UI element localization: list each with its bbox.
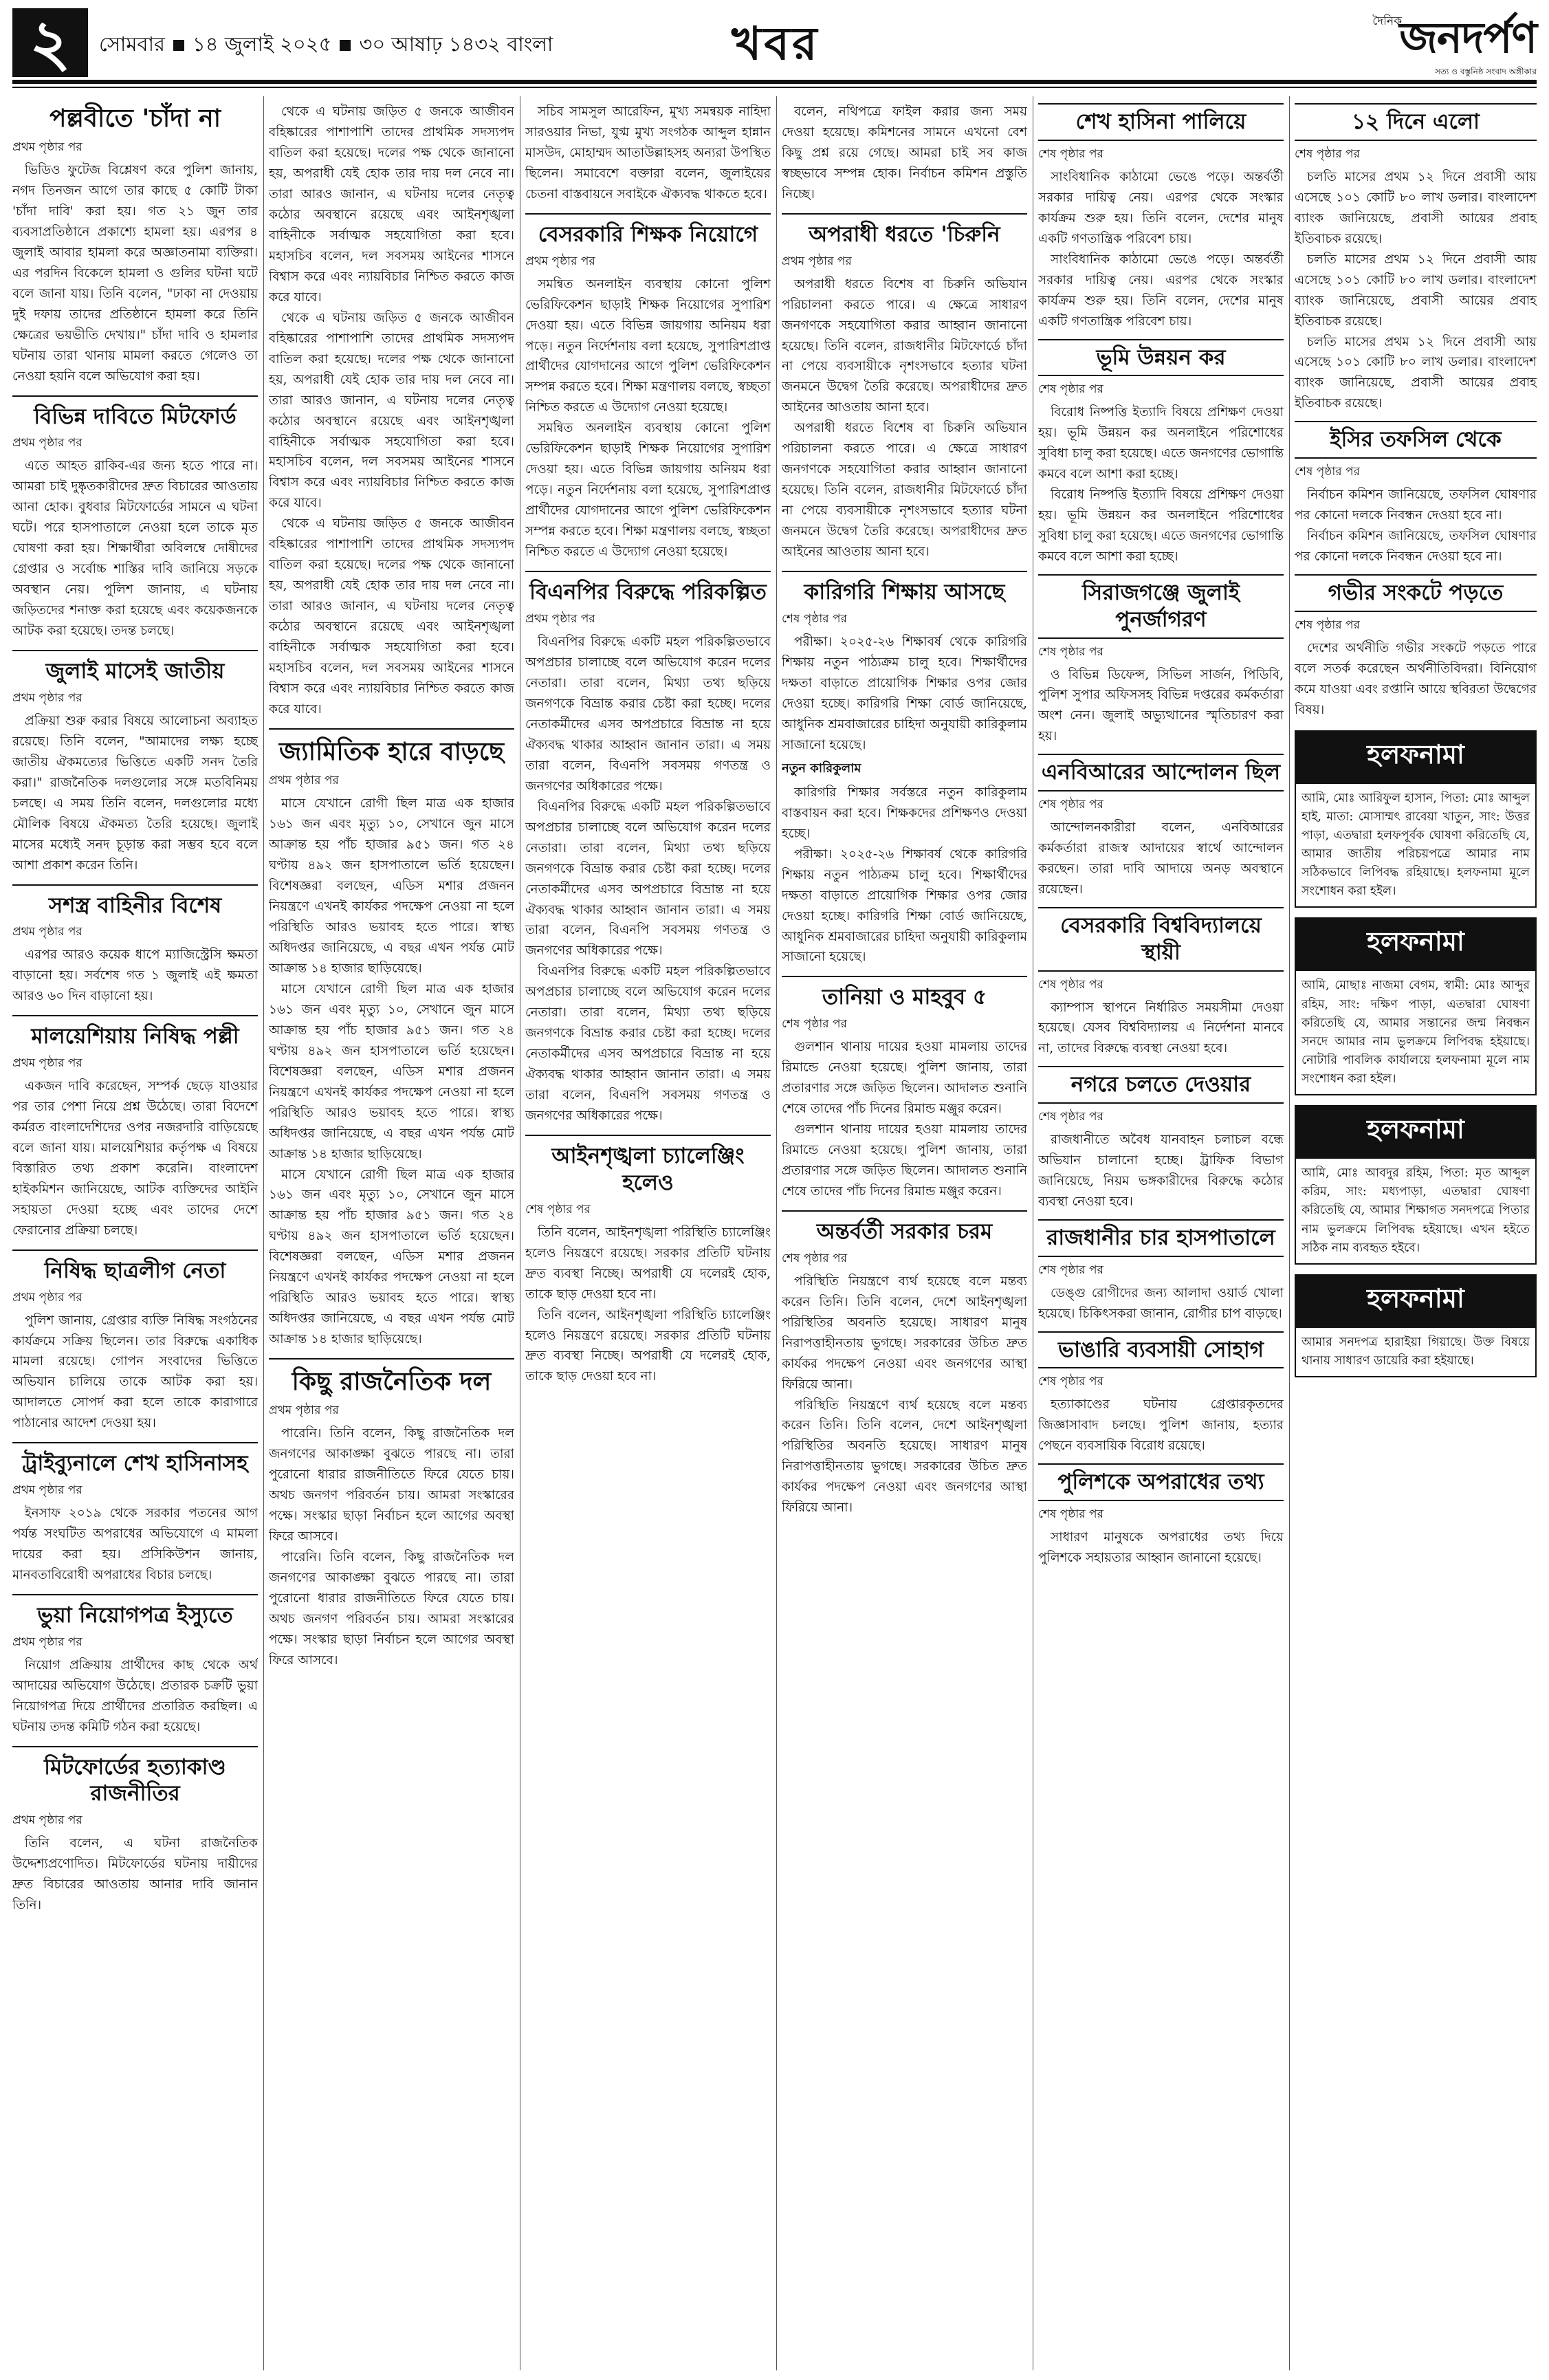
page-number: ২ xyxy=(12,8,88,77)
article-body: পুলিশ জানায়, গ্রেপ্তার ব্যক্তি নিষিদ্ধ সংগঠনের কার্যক্রমে সক্রিয় ছিলেন। তার বিরুদ্ধে একাধিক মামলা রয়েছে। গোপন সংবাদের ভিত্তিতে অভিযান চালিয়ে তাকে আটক করা হয়। আদালতে সোপর্দ করা হলে তাকে কারাগারে পাঠানোর আদেশ দেওয়া হয়। xyxy=(12,1313,258,1431)
affidavit-text: আমার সনদপত্র হারাইয়া গিয়াছে। উক্ত বিষয়ে থানায় সাধারণ ডায়েরি করা হইয়াছে। xyxy=(1301,1335,1530,1368)
article-headline[interactable]: এনবিআরের আন্দোলন ছিল xyxy=(1038,754,1284,791)
article-body: কারিগরি শিক্ষার সর্বস্তরে নতুন কারিকুলাম বাস্তবায়ন করা হবে। শিক্ষকদের প্রশিক্ষণও দেওয়া হচ্ছে। xyxy=(782,785,1027,841)
square-bullet-icon xyxy=(340,40,351,51)
article-headline[interactable]: গভীর সংকটে পড়তে xyxy=(1295,574,1537,612)
article-body: আন্দোলনকারীরা বলেন, এনবিআরের কর্মকর্তারা রাজস্ব আদায়ের স্বার্থে আন্দোলন করছেন। তারা দাবি আদায়ে অনড় অবস্থানে রয়েছেন। xyxy=(1038,820,1284,897)
continued-label: শেষ পৃষ্ঠার পর xyxy=(1038,1110,1103,1124)
brand-tagline: সত্য ও বস্তুনিষ্ঠ সংবাদ অঙ্গীকার xyxy=(1434,67,1537,76)
masthead-rule-thin xyxy=(12,87,1537,88)
article-body: হত্যাকাণ্ডের ঘটনায় গ্রেপ্তারকৃতদের জিজ্ঞাসাবাদ চলছে। পুলিশ জানায়, হত্যার পেছনে ব্যবসায়িক বিরোধ রয়েছে। xyxy=(1038,1397,1284,1454)
article-body: চলতি মাসের প্রথম ১২ দিনে প্রবাসী আয় এসেছে ১০১ কোটি ৮০ লাখ ডলার। বাংলাদেশ ব্যাংক জানিয়েছে, প্রবাসী আয়ের প্রবাহ ইতিবাচক রয়েছে। xyxy=(1295,334,1537,411)
article-body: বিরোধ নিষ্পত্তি ইত্যাদি বিষয়ে প্রশিক্ষণ দেওয়া হয়। ভূমি উন্নয়ন কর অনলাইনে পরিশোধের সুবিধা চালু করা হয়েছে। এতে জনগণের ভোগান্তি কমবে বলে আশা করা হচ্ছে। xyxy=(1038,488,1284,565)
article-headline[interactable]: মিটফোর্ডের হত্যাকাণ্ড রাজনীতির xyxy=(44,1754,226,1806)
continued-label: প্রথম পৃষ্ঠার পর xyxy=(525,254,595,268)
brand-prefix: দৈনিক xyxy=(1372,14,1402,28)
article-headline[interactable]: অন্তর্বর্তী সরকার চরম xyxy=(816,1219,993,1244)
article-body: পরীক্ষা। ২০২৫-২৬ শিক্ষাবর্ষ থেকে কারিগরি শিক্ষায় নতুন পাঠ্যক্রম চালু হবে। শিক্ষার্থীদের দক্ষতা বাড়াতে প্রায়োগিক শিক্ষার ওপর জোর দেওয়া হচ্ছে। কারিগরি শিক্ষা বোর্ড জানিয়েছে, আধুনিক শ্রমবাজারের চাহিদা অনুযায়ী কারিকুলাম সাজানো হয়েছে। xyxy=(782,847,1027,965)
article-headline[interactable]: ট্রাইব্যুনালে শেখ হাসিনাসহ xyxy=(22,1451,248,1476)
article-headline[interactable]: বেসরকারি বিশ্ববিদ্যালয়ে স্থায়ী xyxy=(1038,907,1284,972)
article-body: সাংবিধানিক কাঠামো ভেঙে পড়ে। অন্তর্বর্তী সরকার দায়িত্ব নেয়। এরপর থেকে সংস্কার কার্যক্রম শুরু হয়। তিনি বলেন, দেশের মানুষ একটি গণতান্ত্রিক পরিবেশ চায়। xyxy=(1038,252,1284,329)
newspaper-page xyxy=(12,8,1537,2370)
article-headline[interactable]: অপরাধী ধরতে 'চিরুনি xyxy=(809,221,1000,247)
article-body: থেকে এ ঘটনায় জড়িত ৫ জনকে আজীবন বহিষ্কারের পাশাপাশি তাদের প্রাথমিক সদস্যপদ বাতিল করা হয়েছে। দলের পক্ষ থেকে জানানো হয়, অপরাধী যেই হোক তার দায় দল নেবে না। তারা আরও জানান, এ ঘটনায় দলের নেতৃত্ব কঠোর অবস্থানে রয়েছে এবং আইনশৃঙ্খলা বাহিনীকে সর্বাত্মক সহযোগিতা করা হবে। মহাসচিব বলেন, দল সবসময় আইনের শাসনে বিশ্বাস করে এবং ন্যায়বিচার নিশ্চিত করতে কাজ করে যাবে। xyxy=(269,310,514,511)
column-2 xyxy=(269,96,514,2370)
continued-label: প্রথম পৃষ্ঠার পর xyxy=(12,436,83,450)
continued-label: প্রথম পৃষ্ঠার পর xyxy=(269,1404,339,1418)
continued-label: শেষ পৃষ্ঠার পর xyxy=(1038,1375,1103,1389)
article-body: বিএনপির বিরুদ্ধে একটি মহল পরিকল্পিতভাবে অপপ্রচার চালাচ্ছে বলে অভিযোগ করেন দলের নেতারা। তারা বলেন, মিথ্যা তথ্য ছড়িয়ে জনগণকে বিভ্রান্ত করার চেষ্টা করা হচ্ছে। দলের নেতাকর্মীদের এসব অপপ্রচারে বিভ্রান্ত না হয়ে ঐক্যবদ্ধ থাকার আহ্বান জানান তারা। এ সময় তারা বলেন, বিএনপি সবসময় গণতন্ত্র ও জনগণের অধিকারের পক্ষে। xyxy=(525,964,771,1124)
continued-label: প্রথম পৃষ্ঠার পর xyxy=(12,140,83,154)
article-body: বিএনপির বিরুদ্ধে একটি মহল পরিকল্পিতভাবে অপপ্রচার চালাচ্ছে বলে অভিযোগ করেন দলের নেতারা। তারা বলেন, মিথ্যা তথ্য ছড়িয়ে জনগণকে বিভ্রান্ত করার চেষ্টা করা হচ্ছে। দলের নেতাকর্মীদের এসব অপপ্রচারে বিভ্রান্ত না হয়ে ঐক্যবদ্ধ থাকার আহ্বান জানান তারা। এ সময় তারা বলেন, বিএনপি সবসময় গণতন্ত্র ও জনগণের অধিকারের পক্ষে। xyxy=(525,634,771,794)
article-divider xyxy=(12,650,258,651)
affidavit-notice[interactable] xyxy=(1295,730,1537,908)
weekday: সোমবার xyxy=(99,32,165,56)
article-body: অপরাধী ধরতে বিশেষ বা চিরুনি অভিযান পরিচালনা করতে পারে। এ ক্ষেত্রে সাধারণ জনগণকে সহযোগিতা করার আহ্বান জানানো হয়েছে। তিনি বলেন, রাজধানীর মিটফোর্ডে চাঁদা না পেয়ে ব্যবসায়ীকে নৃশংসভাবে হত্যার ঘটনা জনমনে উদ্বেগ তৈরি করেছে। অপরাধীদের দ্রুত আইনের আওতায় আনা হবে। xyxy=(782,421,1027,560)
article-divider xyxy=(782,1210,1027,1212)
article-body: মাসে যেখানে রোগী ছিল মাত্র এক হাজার ১৬১ জন এবং মৃত্যু ১০, সেখানে জুন মাসে আক্রান্ত হয় পাঁচ হাজার ৯৫১ জন। গত ২৪ ঘণ্টায় ৪৯২ জন হাসপাতালে ভর্তি হয়েছেন। বিশেষজ্ঞরা বলছেন, এডিস মশার প্রজনন নিয়ন্ত্রণে এখনই কার্যকর পদক্ষেপ নেওয়া না হলে পরিস্থিতি আরও ভয়াবহ হতে পারে। স্বাস্থ্য অধিদপ্তর জানিয়েছে, এ বছর এখন পর্যন্ত মোট আক্রান্ত ১৪ হাজার ছাড়িয়েছে। xyxy=(269,796,514,976)
article-body: সচিব সামসুল আরেফিন, মুখ্য সমন্বয়ক নাহিদা সারওয়ার নিভা, যুগ্ম মুখ্য সংগঠক আব্দুল হান্নান মাসউদ, মোহাম্মদ আতাউল্লাহসহ অন্যরা উপস্থিত ছিলেন। সমাবেশে বক্তারা বলেন, জুলাইয়ের চেতনা বাস্তবায়নে সবাইকে ঐক্যবদ্ধ থাকতে হবে। xyxy=(525,105,771,201)
article-headline[interactable]: বিভিন্ন দাবিতে মিটফোর্ড xyxy=(34,404,237,429)
affidavit-notice[interactable] xyxy=(1295,917,1537,1095)
section-title: খবর xyxy=(732,17,820,70)
date-english: ১৪ জুলাই ২০২৫ xyxy=(192,32,332,56)
affidavit-title: হলফনামা xyxy=(1296,919,1535,971)
article-divider xyxy=(269,728,514,730)
article-headline[interactable]: পল্লবীতে 'চাঁদা না xyxy=(49,105,221,133)
article-body: সাধারণ মানুষকে অপরাধের তথ্য দিয়ে পুলিশকে সহায়তার আহ্বান জানানো হয়েছে। xyxy=(1038,1530,1284,1566)
continued-label: প্রথম পৃষ্ঠার পর xyxy=(12,1813,83,1828)
continued-label: প্রথম পৃষ্ঠার পর xyxy=(12,1290,83,1304)
affidavit-title: হলফনামা xyxy=(1296,732,1535,784)
continued-label: শেষ পৃষ্ঠার পর xyxy=(1295,465,1360,479)
article-body: ভিডিও ফুটেজ বিশ্লেষণ করে পুলিশ জানায়, নগদ তিনজন আগে তার কাছে ৫ কোটি টাকা 'চাঁদা দাবি' করা হয়। গত ২১ জুন তার ব্যবসাপ্রতিষ্ঠানে প্রকাশ্যে হামলা হয়। এরপর ৪ জুলাই আবার হামলা করে অজ্ঞাতনামা ব্যক্তিরা। এর পরদিন বিকেলে হামলা ও গুলির ঘটনা ঘটে বলে জানা যায়। তিনি বলেন, "ঢাকা না দেওয়ায় দুই দফায় তাদের প্রতিষ্ঠানে হামলা করে তিনি ক্ষেত্রের ভয়ভীতি দেখায়।" চাঁদা দাবি ও হামলার ঘটনায় তারা থানায় মামলা করতে গেলেও তা নেওয়া হয়নি বলে অভিযোগ করা হয়। xyxy=(12,163,258,384)
article-body: তিনি বলেন, এ ঘটনা রাজনৈতিক উদ্দেশ্যপ্রণোদিত। মিটফোর্ডের ঘটনায় দায়ীদের দ্রুত বিচারের আওতায় আনার দাবি জানান তিনি। xyxy=(12,1836,258,1912)
brand-name: জনদর্পণ xyxy=(1399,12,1537,63)
article-body: দেশের অর্থনীতি গভীর সংকটে পড়তে পারে বলে সতর্ক করেছেন অর্থনীতিবিদরা। বিনিয়োগ কমে যাওয়া এবং রপ্তানি আয়ে স্থবিরতা উদ্বেগের বিষয়। xyxy=(1295,640,1537,717)
article-body: এতে আহত রাকিব-এর জন্য হতে পারে না। আমরা চাই দুষ্কৃতকারীদের দ্রুত বিচারের আওতায় আনা হোক। বুধবার মিটফোর্ডের সামনে এ ঘটনা ঘটে। পরে হাসপাতালে নেওয়া হলে তাকে মৃত ঘোষণা করা হয়। শিক্ষার্থীরা অবিলম্বে দোষীদের গ্রেপ্তার ও সর্বোচ্চ শাস্তির দাবি জানিয়ে সড়কে অবস্থান নেয়। পুলিশ জানায়, এ ঘটনায় জড়িতদের শনাক্ত করা হয়েছে এবং কয়েকজনকে আটক করা হয়েছে। তদন্ত চলছে। xyxy=(12,459,258,639)
column-1 xyxy=(12,96,258,2370)
brand-logo xyxy=(1337,8,1537,77)
continued-label: শেষ পৃষ্ঠার পর xyxy=(782,611,847,626)
article-body: পরিস্থিতি নিয়ন্ত্রণে ব্যর্থ হয়েছে বলে মন্তব্য করেন তিনি। তিনি বলেন, দেশে আইনশৃঙ্খলা পরিস্থিতির অবনতি হয়েছে। সাধারণ মানুষ নিরাপত্তাহীনতায় ভুগছে। সরকারের উচিত দ্রুত কার্যকর পদক্ষেপ নেওয়া এবং জনগণের আস্থা ফিরিয়ে আনা। xyxy=(782,1274,1027,1392)
article-headline[interactable]: ইসির তফসিল থেকে xyxy=(1295,421,1537,459)
article-body: পারেনি। তিনি বলেন, কিছু রাজনৈতিক দল জনগণের আকাঙ্ক্ষা বুঝতে পারছে না। তারা পুরোনো ধারার রাজনীতিতে ফিরে যেতে চায়। অথচ জনগণ পরিবর্তন চায়। আমরা সংস্কারের পক্ষে। সংস্কার ছাড়া নির্বাচন হলে আগের অবস্থা ফিরে আসবে। xyxy=(269,1426,514,1544)
article-headline[interactable]: নিষিদ্ধ ছাত্রলীগ নেতা xyxy=(44,1258,226,1283)
continued-label: শেষ পৃষ্ঠার পর xyxy=(1295,146,1360,161)
continued-label: শেষ পৃষ্ঠার পর xyxy=(1038,1263,1103,1277)
article-headline[interactable]: শেখ হাসিনা পালিয়ে xyxy=(1038,103,1284,141)
article-body: গুলশান থানায় দায়ের হওয়া মামলায় তাদের রিমান্ডে নেওয়া হয়েছে। পুলিশ জানায়, তারা প্রতারণার সঙ্গে জড়িত ছিলেন। আদালত শুনানি শেষে তাদের পাঁচ দিনের রিমান্ড মঞ্জুর করেন। xyxy=(782,1122,1027,1199)
article-body: চলতি মাসের প্রথম ১২ দিনে প্রবাসী আয় এসেছে ১০১ কোটি ৮০ লাখ ডলার। বাংলাদেশ ব্যাংক জানিয়েছে, প্রবাসী আয়ের প্রবাহ ইতিবাচক রয়েছে। xyxy=(1295,169,1537,246)
article-headline[interactable]: রাজধানীর চার হাসপাতালে xyxy=(1038,1219,1284,1257)
affidavit-text: আমি, মোছাঃ নাজমা বেগম, স্বামী: মোঃ আব্দুর রহিম, সাং: দক্ষিণ পাড়া, এতদ্বারা ঘোষণা করিতেছি যে, আমার সন্তানের জন্ম নিবন্ধন সনদে আমার নাম ভুলক্রমে লিপিবদ্ধ হইয়াছে। নোটারি পাবলিক কার্যালয়ে হলফনামা মূলে নাম সংশোধন করা হইল। xyxy=(1301,979,1530,1086)
article-divider xyxy=(12,1442,258,1443)
affidavit-text: আমি, মোঃ আবদুর রহিম, পিতা: মৃত আব্দুল করিম, সাং: মধ্যপাড়া, এতদ্বারা ঘোষণা করিতেছি যে, আমার শিক্ষাগত সনদপত্রে পিতার নাম ভুলক্রমে লিপিবদ্ধ হইয়াছে। এখন হইতে সঠিক নাম ব্যবহৃত হইবে। xyxy=(1301,1166,1530,1255)
affidavit-notice[interactable] xyxy=(1295,1274,1537,1377)
continued-label: শেষ পৃষ্ঠার পর xyxy=(1038,382,1103,397)
column-6 xyxy=(1295,96,1537,2370)
article-body: থেকে এ ঘটনায় জড়িত ৫ জনকে আজীবন বহিষ্কারের পাশাপাশি তাদের প্রাথমিক সদস্যপদ বাতিল করা হয়েছে। দলের পক্ষ থেকে জানানো হয়, অপরাধী যেই হোক তার দায় দল নেবে না। তারা আরও জানান, এ ঘটনায় দলের নেতৃত্ব কঠোর অবস্থানে রয়েছে এবং আইনশৃঙ্খলা বাহিনীকে সর্বাত্মক সহযোগিতা করা হবে। মহাসচিব বলেন, দল সবসময় আইনের শাসনে বিশ্বাস করে এবং ন্যায়বিচার নিশ্চিত করতে কাজ করে যাবে। xyxy=(269,105,514,305)
continued-label: শেষ পৃষ্ঠার পর xyxy=(525,1202,591,1216)
article-headline[interactable]: বিএনপির বিরুদ্ধে পরিকল্পিত xyxy=(529,580,767,605)
affidavit-notice[interactable] xyxy=(1295,1105,1537,1265)
continued-label: প্রথম পৃষ্ঠার পর xyxy=(12,1056,83,1071)
article-body: বলেন, নথিপত্রে ফাইল করার জন্য সময় দেওয়া হয়েছে। কমিশনের সামনে এখনো বেশ কিছু প্রশ্ন রয়ে গেছে। আমরা চাই সব কাজ স্বচ্ছভাবে সম্পন্ন হোক। নির্বাচন কমিশন প্রস্তুতি নিচ্ছে। xyxy=(782,105,1027,201)
continued-label: প্রথম পৃষ্ঠার পর xyxy=(12,1635,83,1649)
article-body: এরপর আরও কয়েক ধাপে ম্যাজিস্ট্রেসি ক্ষমতা বাড়ানো হয়। সর্বশেষ গত ১ জুলাই এই ক্ষমতা আরও ৬০ দিন বাড়ানো হয়। xyxy=(12,948,258,1004)
article-body: বিএনপির বিরুদ্ধে একটি মহল পরিকল্পিতভাবে অপপ্রচার চালাচ্ছে বলে অভিযোগ করেন দলের নেতারা। তারা বলেন, মিথ্যা তথ্য ছড়িয়ে জনগণকে বিভ্রান্ত করার চেষ্টা করা হচ্ছে। দলের নেতাকর্মীদের এসব অপপ্রচারে বিভ্রান্ত না হয়ে ঐক্যবদ্ধ থাকার আহ্বান জানান তারা। এ সময় তারা বলেন, বিএনপি সবসময় গণতন্ত্র ও জনগণের অধিকারের পক্ষে। xyxy=(525,799,771,959)
article-headline[interactable]: সিরাজগঞ্জে জুলাই পুনর্জাগরণ xyxy=(1038,574,1284,639)
article-headline[interactable]: পুলিশকে অপরাধের তথ্য xyxy=(1038,1463,1284,1501)
article-divider xyxy=(12,1594,258,1595)
article-divider xyxy=(269,1358,514,1360)
article-headline[interactable]: ১২ দিনে এলো xyxy=(1295,103,1537,141)
article-headline[interactable]: তানিয়া ও মাহবুব ৫ xyxy=(822,985,987,1010)
continued-label: শেষ পৃষ্ঠার পর xyxy=(1038,1507,1103,1522)
article-divider xyxy=(12,1746,258,1747)
article-body: ক্যাম্পাস স্থাপনে নির্ধারিত সময়সীমা দেওয়া হয়েছে। যেসব বিশ্ববিদ্যালয় এ নির্দেশনা মানবে না, তাদের বিরুদ্ধে ব্যবস্থা নেওয়া হবে। xyxy=(1038,1000,1284,1056)
square-bullet-icon xyxy=(173,40,184,51)
article-body: রাজধানীতে অবৈধ যানবাহন চলাচল বন্ধে অভিযান চালানো হচ্ছে। ট্রাফিক বিভাগ জানিয়েছে, নিয়ম ভঙ্গকারীদের বিরুদ্ধে কঠোর ব্যবস্থা নেওয়া হবে। xyxy=(1038,1133,1284,1210)
continued-label: প্রথম পৃষ্ঠার পর xyxy=(12,1483,83,1498)
article-headline[interactable]: নগরে চলতে দেওয়ার xyxy=(1038,1066,1284,1104)
article-body: সমন্বিত অনলাইন ব্যবস্থায় কোনো পুলিশ ভেরিফিকেশন ছাড়াই শিক্ষক নিয়োগের সুপারিশ দেওয়া হয়। এতে বিভিন্ন জায়গায় অনিয়ম ধরা পড়ে। নতুন নির্দেশনায় বলা হয়েছে, সুপারিশপ্রাপ্ত প্রার্থীদের যোগদানের আগে পুলিশ ভেরিফিকেশন সম্পন্ন করতে হবে। শিক্ষা মন্ত্রণালয় বলছে, স্বচ্ছতা নিশ্চিত করতে এ উদ্যোগ নেওয়া হয়েছে। xyxy=(525,276,771,415)
continued-label: প্রথম পৃষ্ঠার পর xyxy=(12,925,83,939)
article-divider xyxy=(525,1135,771,1136)
masthead xyxy=(12,8,1537,89)
article-headline[interactable]: সশস্ত্র বাহিনীর বিশেষ xyxy=(48,893,222,918)
article-headline[interactable]: ভাঙারি ব্যবসায়ী সোহাগ xyxy=(1038,1331,1284,1369)
article-body: পরিস্থিতি নিয়ন্ত্রণে ব্যর্থ হয়েছে বলে মন্তব্য করেন তিনি। তিনি বলেন, দেশে আইনশৃঙ্খলা পরিস্থিতির অবনতি হয়েছে। সাধারণ মানুষ নিরাপত্তাহীনতায় ভুগছে। সরকারের উচিত দ্রুত কার্যকর পদক্ষেপ নেওয়া এবং জনগণের আস্থা ফিরিয়ে আনা। xyxy=(782,1397,1027,1516)
continued-label: প্রথম পৃষ্ঠার পর xyxy=(269,774,339,788)
continued-label: শেষ পৃষ্ঠার পর xyxy=(1038,146,1103,161)
article-body: একজন দাবি করেছেন, সম্পর্ক ছেড়ে যাওয়ার পর তার পেশা নিয়ে প্রশ্ন উঠেছে। তারা বিদেশে কর্মরত বাংলাদেশিদের ওপর নজরদারি বাড়িয়েছে বলে জানা যায়। মালয়েশিয়ার কর্তৃপক্ষ এ বিষয়ে বিস্তারিত তথ্য প্রকাশ করেনি। বাংলাদেশ হাইকমিশন জানিয়েছে, আটক ব্যক্তিদের আইনি সহায়তা দেওয়া হচ্ছে এবং তাদের দেশে ফেরানোর প্রক্রিয়া চলছে। xyxy=(12,1079,258,1238)
article-body: সাংবিধানিক কাঠামো ভেঙে পড়ে। অন্তর্বর্তী সরকার দায়িত্ব নেয়। এরপর থেকে সংস্কার কার্যক্রম শুরু হয়। তিনি বলেন, দেশের মানুষ একটি গণতান্ত্রিক পরিবেশ চায়। xyxy=(1038,169,1284,246)
article-body: মাসে যেখানে রোগী ছিল মাত্র এক হাজার ১৬১ জন এবং মৃত্যু ১০, সেখানে জুন মাসে আক্রান্ত হয় পাঁচ হাজার ৯৫১ জন। গত ২৪ ঘণ্টায় ৪৯২ জন হাসপাতালে ভর্তি হয়েছেন। বিশেষজ্ঞরা বলছেন, এডিস মশার প্রজনন নিয়ন্ত্রণে এখনই কার্যকর পদক্ষেপ নেওয়া না হলে পরিস্থিতি আরও ভয়াবহ হতে পারে। স্বাস্থ্য অধিদপ্তর জানিয়েছে, এ বছর এখন পর্যন্ত মোট আক্রান্ত ১৪ হাজার ছাড়িয়েছে। xyxy=(269,981,514,1161)
article-divider xyxy=(782,571,1027,572)
column-divider xyxy=(776,96,777,2370)
affidavit-title: হলফনামা xyxy=(1296,1106,1535,1159)
continued-label: প্রথম পৃষ্ঠার পর xyxy=(782,254,852,268)
continued-label: শেষ পৃষ্ঠার পর xyxy=(1038,798,1103,812)
article-body: চলতি মাসের প্রথম ১২ দিনে প্রবাসী আয় এসেছে ১০১ কোটি ৮০ লাখ ডলার। বাংলাদেশ ব্যাংক জানিয়েছে, প্রবাসী আয়ের প্রবাহ ইতিবাচক রয়েছে। xyxy=(1295,252,1537,329)
continued-label: শেষ পৃষ্ঠার পর xyxy=(782,1017,847,1031)
article-divider xyxy=(12,884,258,886)
continued-label: শেষ পৃষ্ঠার পর xyxy=(782,1251,847,1265)
article-body: প্রক্রিয়া শুরু করার বিষয়ে আলোচনা অব্যাহত রয়েছে। তিনি বলেন, "আমাদের লক্ষ্য হচ্ছে জাতীয় ঐকমত্যের ভিত্তিতে একটি সনদ তৈরি করা।" রাজনৈতিক দলগুলোর সঙ্গে মতবিনিময় চলছে। এ সময় তিনি বলেন, দলগুলোর মধ্যে মৌলিক বিষয়ে ঐকমত্য তৈরি হয়েছে। জুলাই মাসের মধ্যেই সনদ চূড়ান্ত করা সম্ভব হবে বলে আশা প্রকাশ করেন তিনি। xyxy=(12,713,258,873)
article-body: ডেঙ্গু রোগীদের জন্য আলাদা ওয়ার্ড খোলা হয়েছে। চিকিৎসকরা জানান, রোগীর চাপ বাড়ছে। xyxy=(1038,1285,1284,1321)
article-body: পারেনি। তিনি বলেন, কিছু রাজনৈতিক দল জনগণের আকাঙ্ক্ষা বুঝতে পারছে না। তারা পুরোনো ধারার রাজনীতিতে ফিরে যেতে চায়। অথচ জনগণ পরিবর্তন চায়। আমরা সংস্কারের পক্ষে। সংস্কার ছাড়া নির্বাচন হলে আগের অবস্থা ফিরে আসবে। xyxy=(269,1550,514,1668)
article-headline[interactable]: ভূমি উন্নয়ন কর xyxy=(1038,339,1284,377)
article-divider xyxy=(782,976,1027,977)
article-divider xyxy=(12,1015,258,1016)
column-3 xyxy=(525,96,771,2370)
column-divider xyxy=(263,96,264,2370)
continued-label: প্রথম পৃষ্ঠার পর xyxy=(525,611,595,626)
affidavit-text: আমি, মোঃ আরিফুল হাসান, পিতা: মোঃ আব্দুল হাই, মাতা: মোসাম্মৎ রাবেয়া খাতুন, সাং: উত্তর পাড়া, এতদ্বারা হলফপূর্বক ঘোষণা করিতেছি যে, আমার জাতীয় পরিচয়পত্রে আমার নাম সঠিকভাবে লিপিবদ্ধ রহিয়াছে। হলফনামা মূলে সংশোধন করা হইল। xyxy=(1301,791,1530,899)
article-body: নিয়োগ প্রক্রিয়ায় প্রার্থীদের কাছ থেকে অর্থ আদায়ের অভিযোগ উঠেছে। প্রতারক চক্রটি ভুয়া নিয়োগপত্র দিয়ে প্রার্থীদের প্রতারিত করছিল। এ ঘটনায় তদন্ত কমিটি গঠন করা হয়েছে। xyxy=(12,1657,258,1734)
article-body: অপরাধী ধরতে বিশেষ বা চিরুনি অভিযান পরিচালনা করতে পারে। এ ক্ষেত্রে সাধারণ জনগণকে সহযোগিতা করার আহ্বান জানানো হয়েছে। তিনি বলেন, রাজধানীর মিটফোর্ডে চাঁদা না পেয়ে ব্যবসায়ীকে নৃশংসভাবে হত্যার ঘটনা জনমনে উদ্বেগ তৈরি করেছে। অপরাধীদের দ্রুত আইনের আওতায় আনা হবে। xyxy=(782,276,1027,415)
article-body: ইনসাফ ২০১৯ থেকে সরকার পতনের আগ পর্যন্ত সংঘটিত অপরাধের অভিযোগে এ মামলা দায়ের করা হয়। প্রসিকিউশন জানায়, মানবতাবিরোধী অপরাধের বিচার চলছে। xyxy=(12,1506,258,1582)
article-headline[interactable]: ভুয়া নিয়োগপত্র ইস্যুতে xyxy=(37,1602,233,1628)
article-body: তিনি বলেন, আইনশৃঙ্খলা পরিস্থিতি চ্যালেঞ্জিং হলেও নিয়ন্ত্রণে রয়েছে। সরকার প্রতিটি ঘটনায় দ্রুত ব্যবস্থা নিচ্ছে। অপরাধী যে দলেরই হোক, তাকে ছাড় দেওয়া হবে না। xyxy=(525,1307,771,1384)
article-headline[interactable]: কারিগরি শিক্ষায় আসছে xyxy=(804,580,1005,605)
date-bangla: ৩০ আষাঢ় ১৪৩২ বাংলা xyxy=(359,32,553,56)
article-body: নির্বাচন কমিশন জানিয়েছে, তফসিল ঘোষণার পর কোনো দলকে নিবন্ধন দেওয়া হবে না। xyxy=(1295,529,1537,565)
article-headline[interactable]: আইনশৃঙ্খলা চ্যালেঞ্জিং হলেও xyxy=(551,1144,745,1195)
article-headline[interactable]: জুলাই মাসেই জাতীয় xyxy=(45,659,225,684)
article-headline[interactable]: বেসরকারি শিক্ষক নিয়োগে xyxy=(538,221,758,247)
article-headline[interactable]: মালয়েশিয়ায় নিষিদ্ধ পল্লী xyxy=(31,1024,239,1049)
continued-label: শেষ পৃষ্ঠার পর xyxy=(1295,618,1360,632)
article-body: মাসে যেখানে রোগী ছিল মাত্র এক হাজার ১৬১ জন এবং মৃত্যু ১০, সেখানে জুন মাসে আক্রান্ত হয় পাঁচ হাজার ৯৫১ জন। গত ২৪ ঘণ্টায় ৪৯২ জন হাসপাতালে ভর্তি হয়েছেন। বিশেষজ্ঞরা বলছেন, এডিস মশার প্রজনন নিয়ন্ত্রণে এখনই কার্যকর পদক্ষেপ নেওয়া না হলে পরিস্থিতি আরও ভয়াবহ হতে পারে। স্বাস্থ্য অধিদপ্তর জানিয়েছে, এ বছর এখন পর্যন্ত মোট আক্রান্ত ১৪ হাজার ছাড়িয়েছে। xyxy=(269,1167,514,1347)
article-body: সমন্বিত অনলাইন ব্যবস্থায় কোনো পুলিশ ভেরিফিকেশন ছাড়াই শিক্ষক নিয়োগের সুপারিশ দেওয়া হয়। এতে বিভিন্ন জায়গায় অনিয়ম ধরা পড়ে। নতুন নির্দেশনায় বলা হয়েছে, সুপারিশপ্রাপ্ত প্রার্থীদের যোগদানের আগে পুলিশ ভেরিফিকেশন সম্পন্ন করতে হবে। শিক্ষা মন্ত্রণালয় বলছে, স্বচ্ছতা নিশ্চিত করতে এ উদ্যোগ নেওয়া হয়েছে। xyxy=(525,421,771,560)
continued-label: শেষ পৃষ্ঠার পর xyxy=(1038,644,1103,659)
affidavit-title: হলফনামা xyxy=(1296,1276,1535,1328)
article-divider xyxy=(525,213,771,215)
article-subhead: নতুন কারিকুলাম xyxy=(782,761,861,776)
article-body: গুলশান থানায় দায়ের হওয়া মামলায় তাদের রিমান্ডে নেওয়া হয়েছে। পুলিশ জানায়, তারা প্রতারণার সঙ্গে জড়িত ছিলেন। আদালত শুনানি শেষে তাদের পাঁচ দিনের রিমান্ড মঞ্জুর করেন। xyxy=(782,1040,1027,1117)
continued-label: প্রথম পৃষ্ঠার পর xyxy=(12,690,83,705)
article-divider xyxy=(12,395,258,397)
article-body: থেকে এ ঘটনায় জড়িত ৫ জনকে আজীবন বহিষ্কারের পাশাপাশি তাদের প্রাথমিক সদস্যপদ বাতিল করা হয়েছে। দলের পক্ষ থেকে জানানো হয়, অপরাধী যেই হোক তার দায় দল নেবে না। তারা আরও জানান, এ ঘটনায় দলের নেতৃত্ব কঠোর অবস্থানে রয়েছে এবং আইনশৃঙ্খলা বাহিনীকে সর্বাত্মক সহযোগিতা করা হবে। মহাসচিব বলেন, দল সবসময় আইনের শাসনে বিশ্বাস করে এবং ন্যায়বিচার নিশ্চিত করতে কাজ করে যাবে। xyxy=(269,516,514,717)
article-divider xyxy=(525,571,771,572)
column-4 xyxy=(782,96,1027,2370)
article-body: তিনি বলেন, আইনশৃঙ্খলা পরিস্থিতি চ্যালেঞ্জিং হলেও নিয়ন্ত্রণে রয়েছে। সরকার প্রতিটি ঘটনায় দ্রুত ব্যবস্থা নিচ্ছে। অপরাধী যে দলেরই হোক, তাকে ছাড় দেওয়া হবে না। xyxy=(525,1225,771,1302)
article-divider xyxy=(782,213,1027,215)
continued-label: শেষ পৃষ্ঠার পর xyxy=(1038,977,1103,992)
column-divider xyxy=(1289,96,1290,2370)
masthead-rule xyxy=(12,80,1537,84)
article-body: নির্বাচন কমিশন জানিয়েছে, তফসিল ঘোষণার পর কোনো দলকে নিবন্ধন দেওয়া হবে না। xyxy=(1295,488,1537,523)
column-5 xyxy=(1038,96,1284,2370)
article-headline[interactable]: কিছু রাজনৈতিক দল xyxy=(292,1368,492,1397)
article-divider xyxy=(12,1249,258,1251)
article-headline[interactable]: জ্যামিতিক হারে বাড়ছে xyxy=(278,738,505,767)
dateline xyxy=(99,29,553,62)
article-body: বিরোধ নিষ্পত্তি ইত্যাদি বিষয়ে প্রশিক্ষণ দেওয়া হয়। ভূমি উন্নয়ন কর অনলাইনে পরিশোধের সুবিধা চালু করা হয়েছে। এতে জনগণের ভোগান্তি কমবে বলে আশা করা হচ্ছে। xyxy=(1038,405,1284,482)
article-body: পরীক্ষা। ২০২৫-২৬ শিক্ষাবর্ষ থেকে কারিগরি শিক্ষায় নতুন পাঠ্যক্রম চালু হবে। শিক্ষার্থীদের দক্ষতা বাড়াতে প্রায়োগিক শিক্ষার ওপর জোর দেওয়া হচ্ছে। কারিগরি শিক্ষা বোর্ড জানিয়েছে, আধুনিক শ্রমবাজারের চাহিদা অনুযায়ী কারিকুলাম সাজানো হয়েছে। xyxy=(782,634,1027,752)
article-body: ও বিভিন্ন ডিফেন্স, সিভিল সার্জন, পিডিবি, পুলিশ সুপার অফিসসহ বিভিন্ন দপ্তরের কর্মকর্তারা অংশ নেন। জুলাই অভ্যুত্থানের স্মৃতিচারণ করা হয়। xyxy=(1038,667,1284,744)
